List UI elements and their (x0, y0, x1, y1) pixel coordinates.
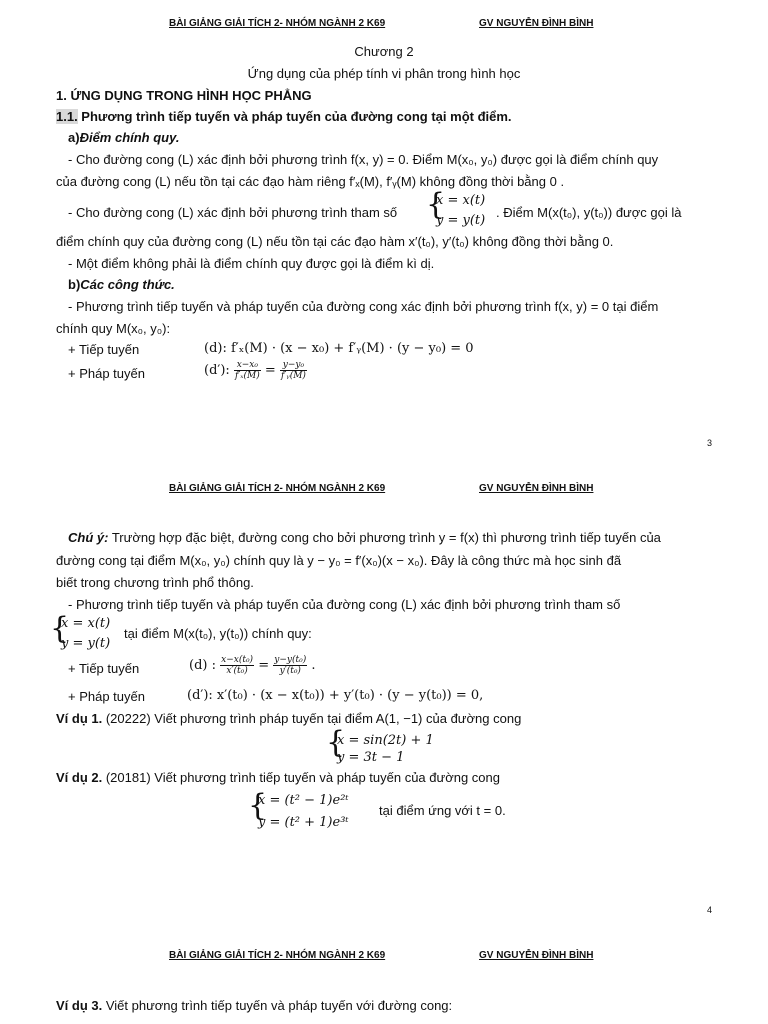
part-a-heading (68, 130, 179, 145)
numerator: y−y(t₀) (274, 655, 307, 665)
fraction (273, 655, 307, 676)
page-number: 3 (707, 438, 713, 448)
paragraph-line: - Cho đường cong (L) xác định bởi phương trình f(x, y) = 0. Điểm M(x₀, y₀) được gọi là điểm chính quy (68, 152, 659, 167)
system-brace: { (248, 788, 268, 823)
paragraph-line: - Phương trình tiếp tuyến và pháp tuyến của đường cong xác định bởi phương trình f(x, y) = 0 tại điểm (68, 299, 659, 314)
part-b-label: b) (68, 277, 81, 292)
fraction (280, 360, 307, 381)
header-left: BÀI GIẢNG GIẢI TÍCH 2- NHÓM NGÀNH 2 K69 (169, 950, 386, 961)
denominator: y′(t₀) (279, 666, 301, 676)
note-label: Chú ý: (68, 530, 109, 545)
paragraph-line: tại điểm ứng với t = 0. (379, 803, 506, 818)
part-a-label: a) (68, 130, 80, 145)
subsection-title: Phương trình tiếp tuyến và pháp tuyến của đường cong tại một điểm. (77, 109, 512, 124)
system-brace: { (50, 611, 70, 646)
subsection-number: 1.1. (56, 109, 78, 124)
paragraph-line: chính quy M(x₀, y₀): (56, 321, 171, 336)
paragraph-line: - Cho đường cong (L) xác định bởi phương trình tham số (68, 205, 398, 220)
tangent-equation (189, 655, 316, 676)
system-line: y = y(t) (436, 213, 486, 228)
system-line: x = x(t) (436, 193, 486, 208)
normal-equation (204, 360, 307, 381)
note-line (68, 530, 661, 545)
example-3 (56, 998, 452, 1013)
paragraph-line: . Điểm M(x(t₀), y(t₀)) được gọi là (496, 205, 682, 220)
equals-sign: = (258, 658, 270, 673)
system-line: x = (t² − 1)e²ᵗ (258, 793, 349, 808)
denominator: f′ₓ(M) (234, 371, 260, 381)
fraction (234, 360, 261, 381)
tangent-label: + Tiếp tuyến (68, 342, 140, 357)
tangent-label: + Tiếp tuyến (68, 661, 140, 676)
header-left: BÀI GIẢNG GIẢI TÍCH 2- NHÓM NGÀNH 2 K69 (169, 483, 386, 494)
note-line: biết trong chương trình phổ thông. (56, 575, 254, 590)
example-text: (20181) Viết phương trình tiếp tuyến và pháp tuyến của đường cong (102, 770, 500, 785)
example-2 (56, 770, 500, 785)
system-line: y = 3t − 1 (337, 750, 405, 765)
subsection-heading (56, 109, 512, 124)
example-label: Ví dụ 1. (56, 711, 103, 726)
header-right: GV NGUYỄN ĐÌNH BÌNH (479, 483, 594, 494)
example-text: Viết phương trình tiếp tuyến và pháp tuyến với đường cong: (102, 998, 453, 1013)
normal-label: + Pháp tuyến (68, 366, 145, 381)
fraction (220, 655, 254, 676)
paragraph-line: - Phương trình tiếp tuyến và pháp tuyến của đường cong (L) xác định bởi phương trình tham số (68, 597, 621, 612)
example-1 (56, 711, 521, 726)
paragraph-line: điểm chính quy của đường cong (L) nếu tồn tại các đạo hàm x′(t₀), y′(t₀) không đồng thời bằng 0. (56, 234, 614, 249)
example-label: Ví dụ 3. (56, 998, 103, 1013)
header-right: GV NGUYỄN ĐÌNH BÌNH (479, 18, 594, 29)
system-line: x = x(t) (61, 616, 111, 631)
part-b-title: Các công thức. (80, 277, 175, 292)
tangent-lhs: (d) : (189, 658, 216, 673)
normal-label: + Pháp tuyến (68, 689, 145, 704)
tangent-equation: (d): f′ₓ(M) · (x − x₀) + f′ᵧ(M) · (y − y₀) = 0 (204, 341, 474, 356)
equals-sign: = (264, 363, 276, 378)
paragraph-line: của đường cong (L) nếu tồn tại các đạo hàm riêng f′ₓ(M), f′ᵧ(M) không đồng thời bằng 0 . (56, 174, 565, 189)
system-brace: { (426, 187, 446, 222)
system-line: y = y(t) (61, 636, 111, 651)
chapter-title: Ứng dụng của phép tính vi phân trong hình học (247, 66, 521, 81)
period: . (311, 658, 316, 673)
normal-equation: (d′): x′(t₀) · (x − x(t₀)) + y′(t₀) · (y − y(t₀)) = 0, (187, 688, 484, 703)
example-text: (20222) Viết phương trình pháp tuyến tại điểm A(1, −1) của đường cong (102, 711, 522, 726)
system-line: y = (t² + 1)e³ᵗ (258, 815, 349, 830)
denominator: x′(t₀) (226, 666, 248, 676)
paragraph-line: - Một điểm không phải là điểm chính quy được gọi là điểm kì dị. (68, 256, 435, 271)
system-line: x = sin(2t) + 1 (337, 733, 434, 748)
page-number: 4 (707, 905, 713, 915)
normal-lhs: (d′): (204, 363, 230, 378)
section-heading: 1. ỨNG DỤNG TRONG HÌNH HỌC PHẲNG (56, 88, 312, 103)
system-brace: { (326, 725, 346, 760)
numerator: x−x(t₀) (221, 655, 254, 665)
note-line: đường cong tại điểm M(x₀, y₀) chính quy là y − y₀ = f′(x₀)(x − x₀). Đây là công thức mà học sinh đã (56, 553, 622, 568)
numerator: y−y₀ (280, 360, 307, 371)
part-a-title: Điểm chính quy. (79, 130, 180, 145)
part-b-heading (68, 277, 175, 292)
example-label: Ví dụ 2. (56, 770, 103, 785)
header-right: GV NGUYỄN ĐÌNH BÌNH (479, 950, 594, 961)
note-text: Trường hợp đặc biệt, đường cong cho bởi phương trình y = f(x) thì phương trình tiếp tuyến của (108, 530, 661, 545)
header-left: BÀI GIẢNG GIẢI TÍCH 2- NHÓM NGÀNH 2 K69 (169, 18, 386, 29)
denominator: f′ᵧ(M) (280, 371, 306, 381)
chapter-number: Chương 2 (354, 44, 414, 59)
paragraph-line: tại điểm M(x(t₀), y(t₀)) chính quy: (124, 626, 312, 641)
numerator: x−x₀ (234, 360, 261, 371)
